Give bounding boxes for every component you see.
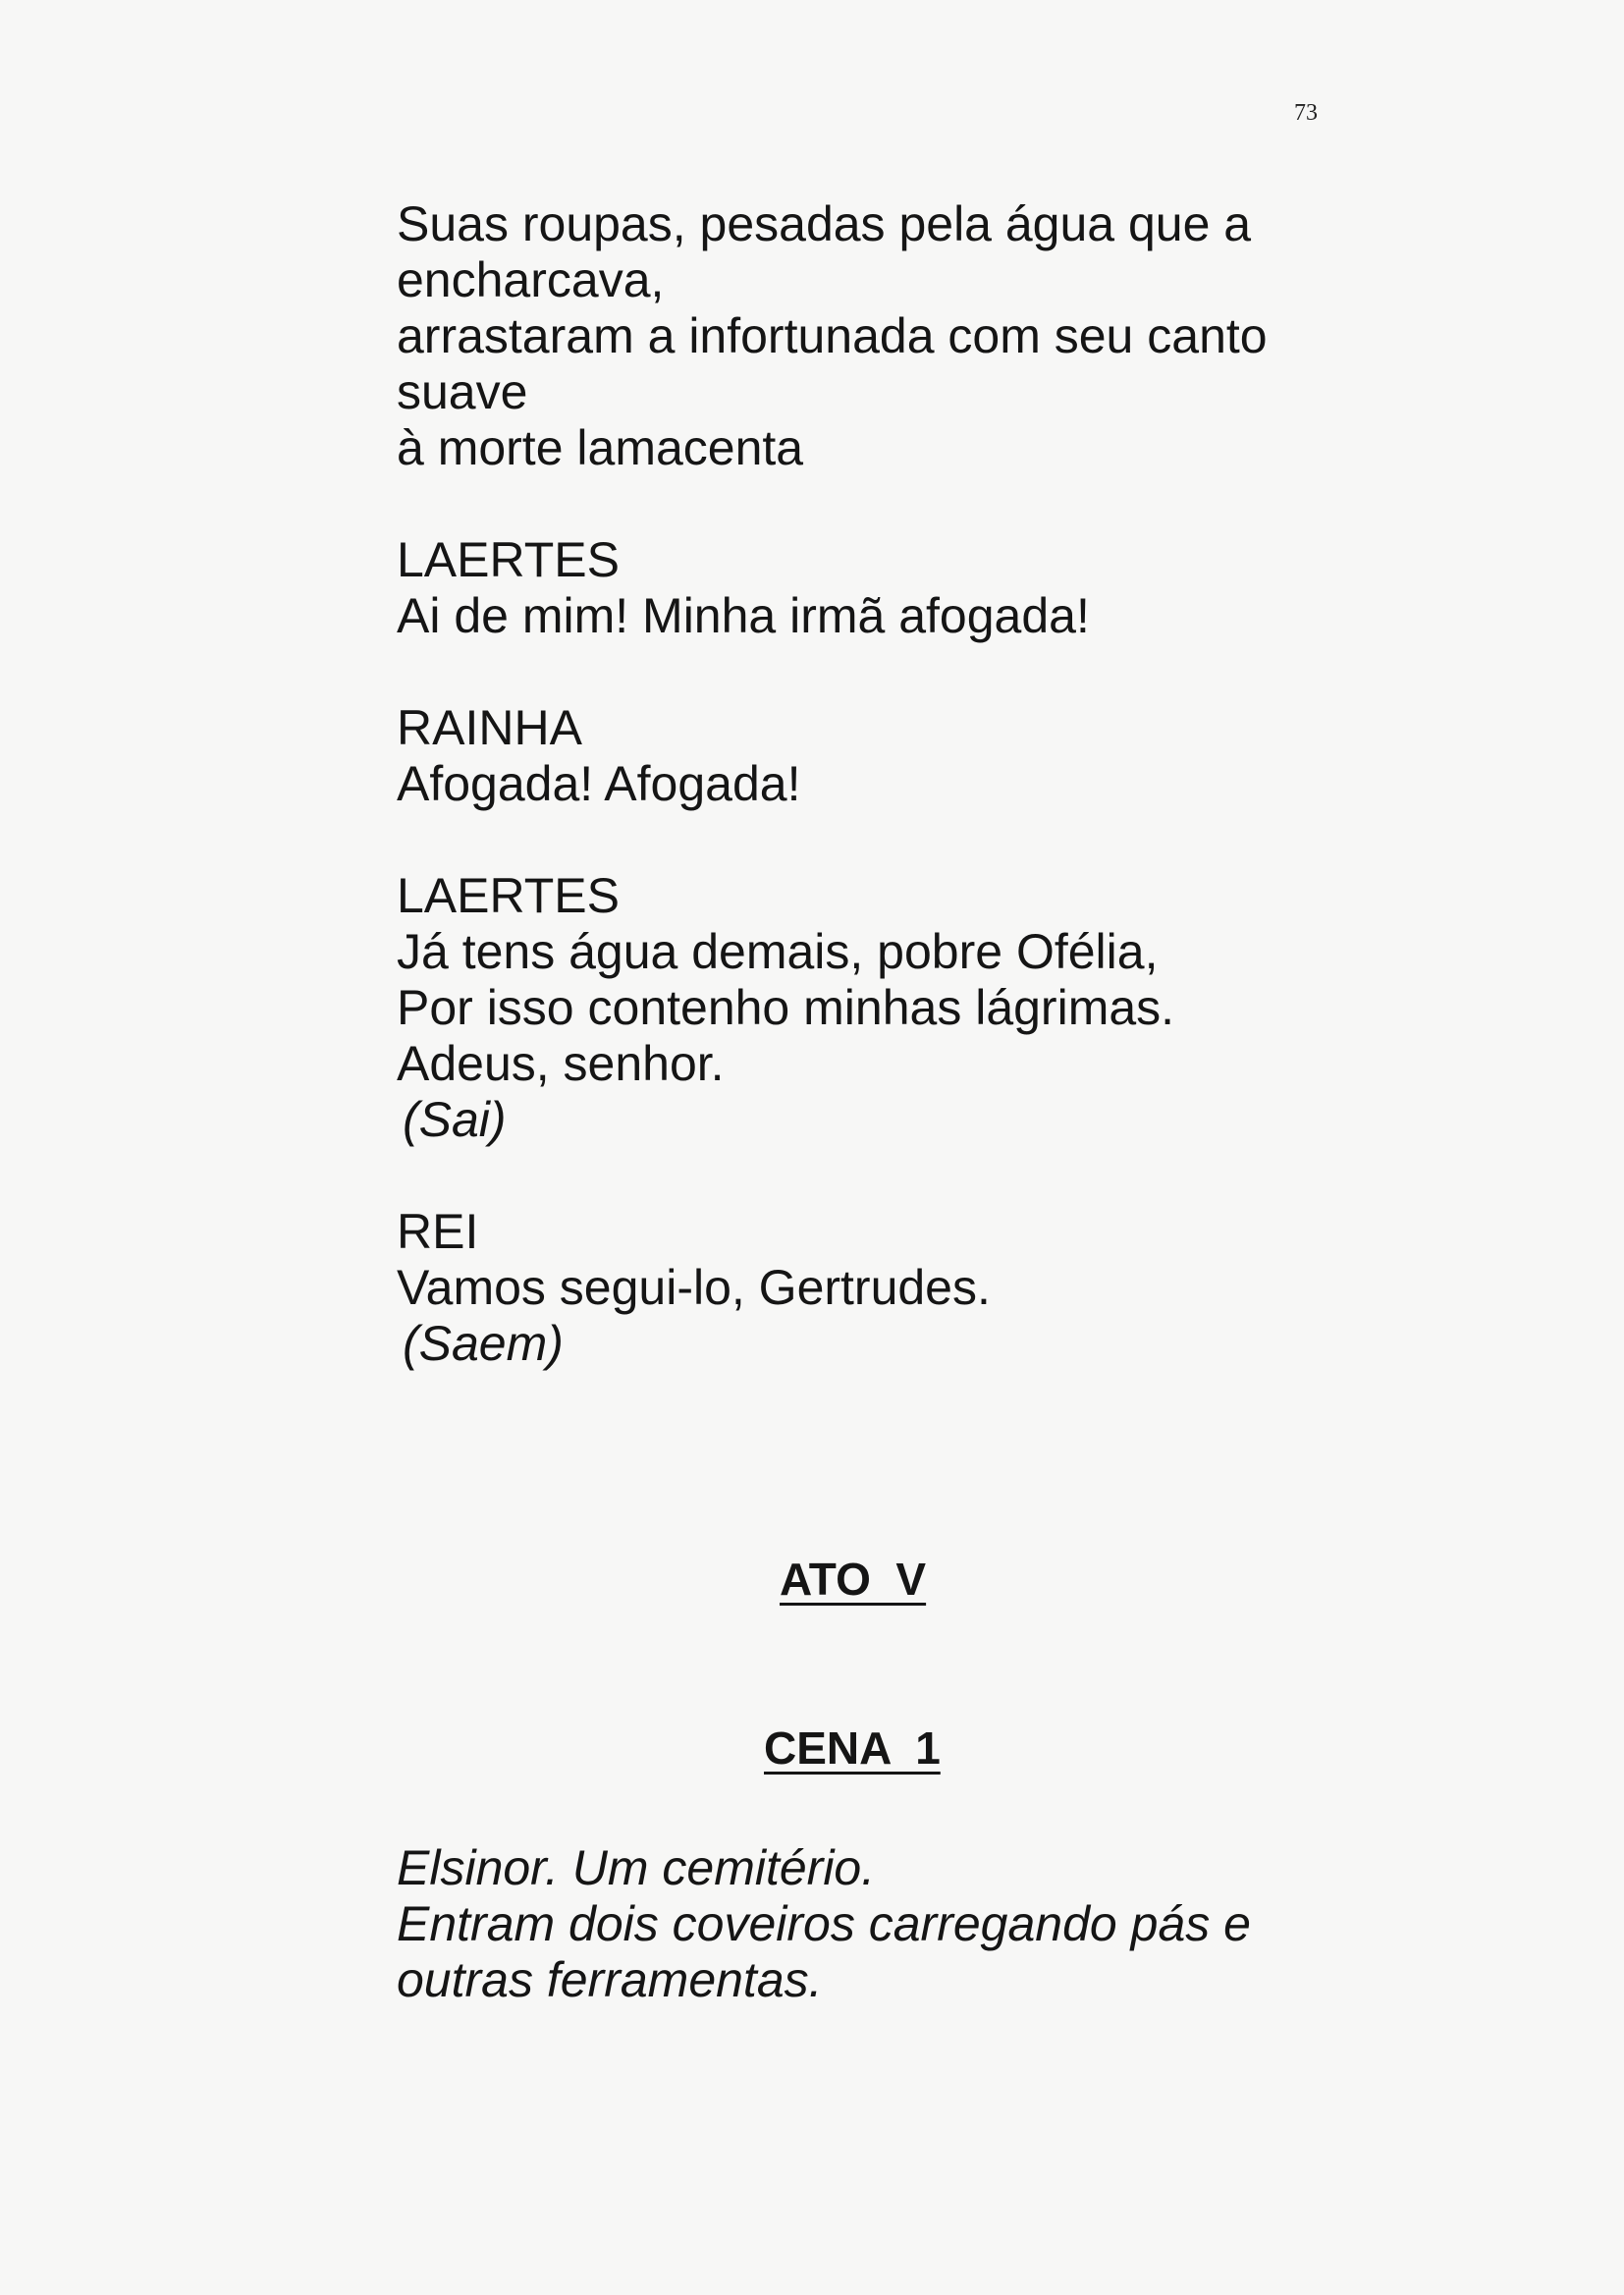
dialogue-line: Adeus, senhor. <box>397 1036 725 1091</box>
speaker-name: REI <box>397 1204 479 1259</box>
dialogue-line: Vamos segui-lo, Gertrudes. <box>397 1260 991 1315</box>
stage-direction: outras ferramentas. <box>397 1952 823 2007</box>
dialogue-line: suave <box>397 364 528 419</box>
dialogue-line: arrastaram a infortunada com seu canto <box>397 308 1268 363</box>
act-heading: ATO V <box>780 1554 927 1605</box>
page-number: 73 <box>1294 100 1318 126</box>
dialogue-line: Suas roupas, pesadas pela água que a <box>397 196 1252 251</box>
dialogue-line: Afogada! Afogada! <box>397 756 801 811</box>
dialogue-line: à morte lamacenta <box>397 420 804 475</box>
dialogue-line: Já tens água demais, pobre Ofélia, <box>397 924 1159 979</box>
dialogue-line: encharcava, <box>397 252 665 307</box>
stage-direction: (Saem) <box>403 1316 564 1371</box>
stage-direction: (Sai) <box>403 1092 507 1147</box>
speaker-name: LAERTES <box>397 532 620 587</box>
speaker-name: RAINHA <box>397 700 582 755</box>
stage-direction: Elsinor. Um cemitério. <box>397 1840 876 1895</box>
stage-direction: Entram dois coveiros carregando pás e <box>397 1896 1251 1951</box>
dialogue-line: Ai de mim! Minha irmã afogada! <box>397 588 1090 643</box>
speaker-name: LAERTES <box>397 868 620 923</box>
scene-heading: CENA 1 <box>764 1722 941 1774</box>
dialogue-line: Por isso contenho minhas lágrimas. <box>397 980 1175 1035</box>
